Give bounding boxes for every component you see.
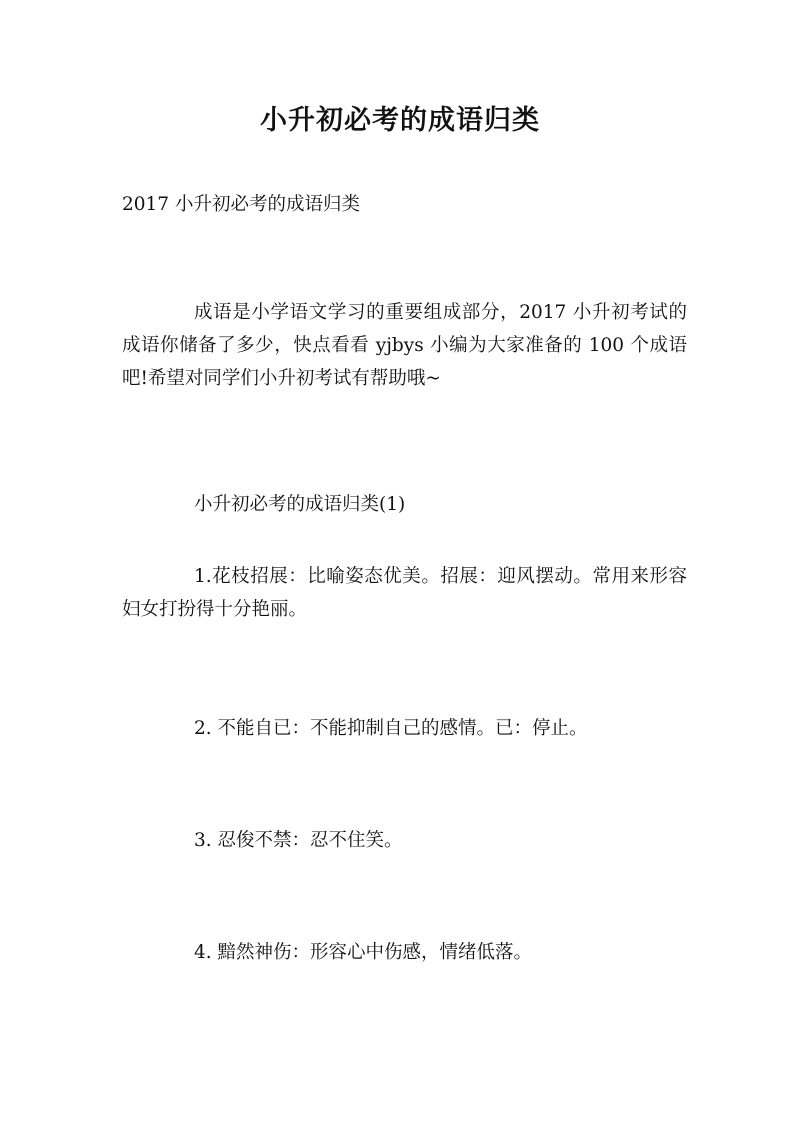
document-subtitle: 2017 小升初必考的成语归类	[122, 194, 360, 215]
intro-paragraph: 成语是小学语文学习的重要组成部分，2017 小升初考试的成语你储备了多少，快点看看 yjbys 小编为大家准备的 100 个成语吧!希望对同学们小升初考试有帮助哦~	[122, 302, 687, 389]
idiom-item-3: 3. 忍俊不禁：忍不住笑。	[194, 830, 403, 851]
idiom-item-2: 2. 不能自已：不能抑制自己的感情。已：停止。	[194, 718, 588, 739]
document-title: 小升初必考的成语归类	[260, 105, 540, 136]
idiom-item-1: 1.花枝招展：比喻姿态优美。招展：迎风摆动。常用来形容妇女打扮得十分艳丽。	[122, 566, 687, 620]
section-heading: 小升初必考的成语归类(1)	[194, 494, 406, 515]
idiom-item-4: 4. 黯然神伤：形容心中伤感，情绪低落。	[194, 942, 533, 963]
